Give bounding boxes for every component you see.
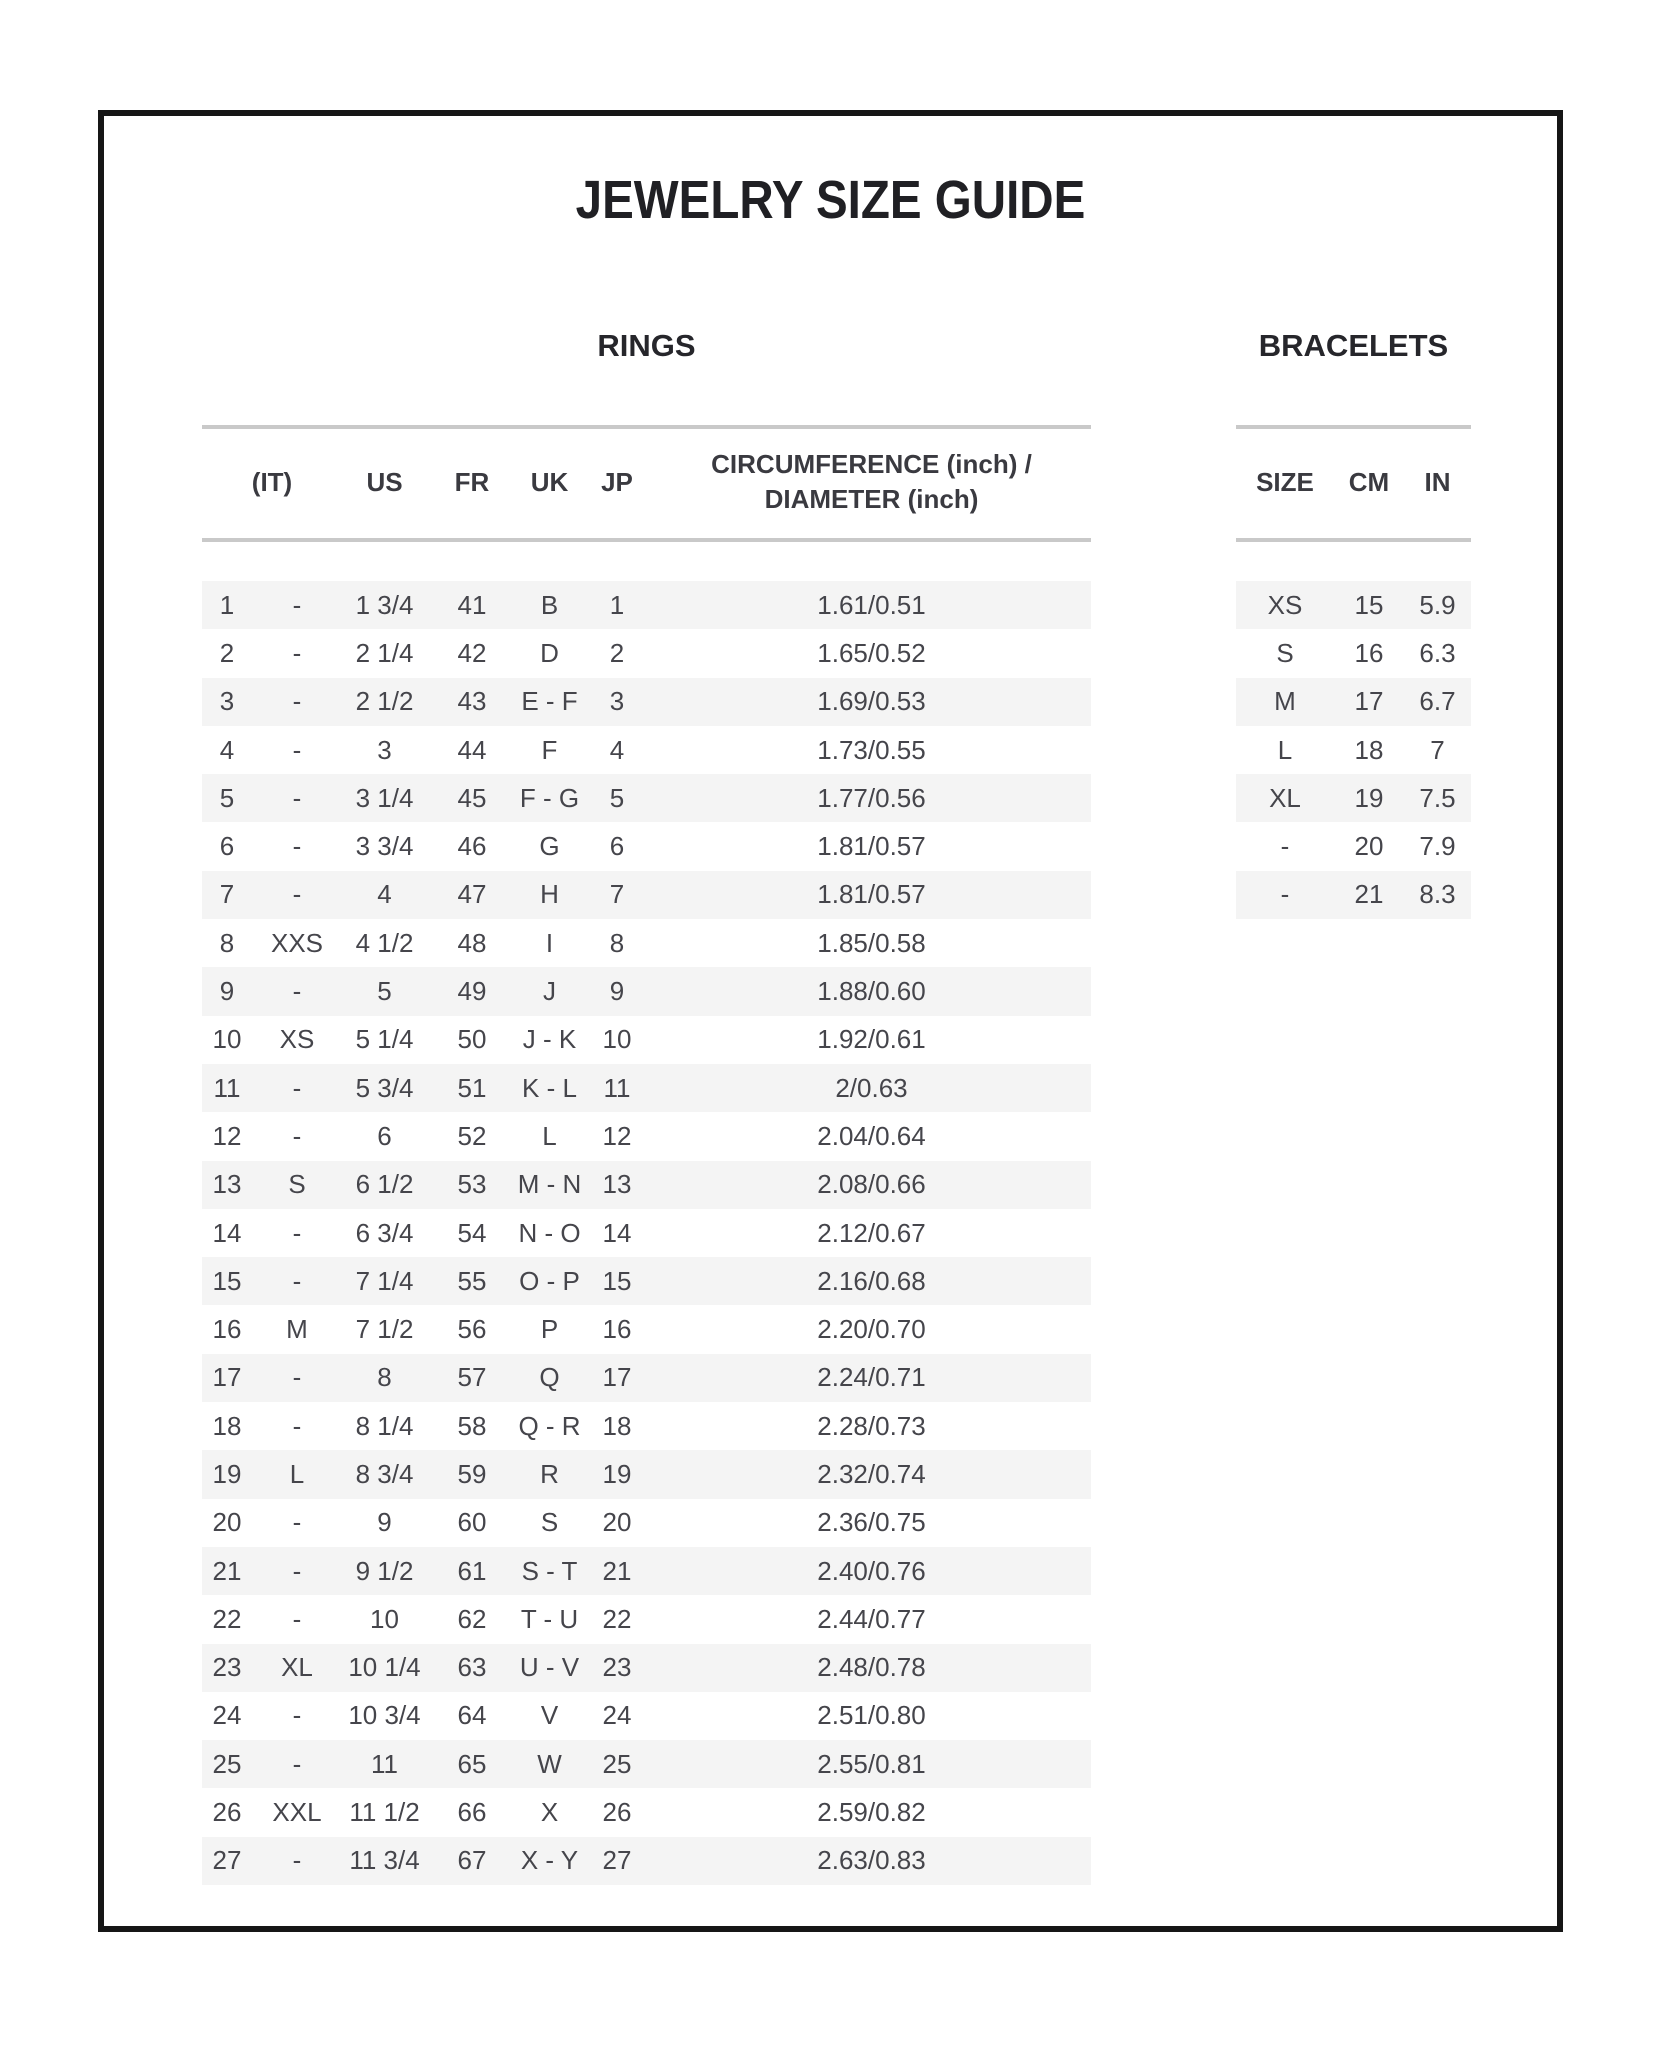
rings-table-row: [202, 1740, 1091, 1788]
bracelets-table-header: [1236, 432, 1471, 532]
cell-uk-size: X: [540, 1797, 559, 1828]
cell-cm: 19: [1354, 782, 1384, 813]
bracelets-table-row: [1236, 871, 1471, 919]
cell-us-size: 8: [377, 1362, 392, 1393]
cell-jp-size: 17: [602, 1362, 632, 1393]
cell-it-letter: S: [288, 1169, 306, 1200]
cell-uk-size: I: [545, 927, 554, 958]
cell-fr-size: 42: [457, 637, 487, 668]
cell-us-size: 7 1/4: [355, 1265, 414, 1296]
cell-jp-size: 22: [602, 1603, 632, 1634]
column-header-cm: CM: [1348, 466, 1390, 497]
cell-uk-size: F: [541, 734, 558, 765]
cell-circumference-diameter: 2.44/0.77: [817, 1603, 926, 1634]
cell-us-size: 5 1/4: [355, 1024, 414, 1055]
cell-us-size: 8 3/4: [355, 1458, 414, 1489]
cell-fr-size: 50: [457, 1024, 487, 1055]
cell-jp-size: 7: [609, 879, 625, 910]
cell-circumference-diameter: 2.55/0.81: [817, 1748, 926, 1779]
cell-circumference-diameter: 1.69/0.53: [817, 686, 926, 717]
cell-it-number: 5: [219, 782, 235, 813]
cell-uk-size: D: [540, 637, 559, 668]
column-header-uk: UK: [530, 466, 569, 497]
rings-section-title: RINGS: [597, 328, 696, 363]
cell-it-number: 12: [212, 1120, 242, 1151]
cell-us-size: 5 3/4: [355, 1072, 414, 1103]
cell-it-number: 3: [219, 686, 235, 717]
cell-it-letter: -: [292, 1120, 302, 1151]
rings-table-row: [202, 1644, 1091, 1692]
cell-it-letter: -: [292, 589, 302, 620]
cell-uk-size: R: [540, 1458, 559, 1489]
cell-it-letter: -: [292, 1700, 302, 1731]
cell-circumference-diameter: 2.16/0.68: [817, 1265, 926, 1296]
cell-fr-size: 56: [457, 1314, 487, 1345]
cell-fr-size: 52: [457, 1120, 487, 1151]
cell-in: 8.3: [1419, 879, 1456, 910]
cell-uk-size: O - P: [519, 1265, 580, 1296]
cell-it-letter: XS: [279, 1024, 315, 1055]
cell-fr-size: 58: [457, 1410, 487, 1441]
cell-it-number: 20: [212, 1507, 242, 1538]
rings-table-row: [202, 1257, 1091, 1305]
bracelets-table-row: [1236, 678, 1471, 726]
cell-us-size: 6 3/4: [355, 1217, 414, 1248]
rings-header-divider-top: [202, 425, 1091, 429]
cell-it-letter: -: [292, 1555, 302, 1586]
cell-us-size: 5: [377, 976, 392, 1007]
cell-it-number: 24: [212, 1700, 242, 1731]
cell-circumference-diameter: 2.28/0.73: [817, 1410, 926, 1441]
bracelets-section-title: BRACELETS: [1258, 328, 1449, 363]
rings-table-row: [202, 1837, 1091, 1885]
cell-size: XS: [1267, 589, 1303, 620]
rings-table-row: [202, 1692, 1091, 1740]
bracelets-table-row: [1236, 726, 1471, 774]
cell-it-number: 19: [212, 1458, 242, 1489]
rings-table-row: [202, 1402, 1091, 1450]
column-header-circumference: [711, 447, 1032, 517]
cell-fr-size: 53: [457, 1169, 487, 1200]
cell-it-letter: -: [292, 831, 302, 862]
cell-uk-size: V: [540, 1700, 559, 1731]
cell-it-letter: L: [289, 1458, 305, 1489]
cell-size: -: [1280, 879, 1290, 910]
cell-uk-size: T - U: [520, 1603, 579, 1634]
cell-fr-size: 59: [457, 1458, 487, 1489]
cell-cm: 21: [1354, 879, 1384, 910]
cell-us-size: 8 1/4: [355, 1410, 414, 1441]
cell-fr-size: 43: [457, 686, 487, 717]
cell-it-letter: -: [292, 1603, 302, 1634]
cell-us-size: 3 1/4: [355, 782, 414, 813]
cell-us-size: 4 1/2: [355, 927, 414, 958]
cell-circumference-diameter: 1.85/0.58: [817, 927, 926, 958]
rings-table-row: [202, 1788, 1091, 1836]
cell-circumference-diameter: 2.51/0.80: [817, 1700, 926, 1731]
bracelets-table-row: [1236, 822, 1471, 870]
cell-it-number: 26: [212, 1797, 242, 1828]
cell-uk-size: S: [540, 1507, 559, 1538]
cell-fr-size: 48: [457, 927, 487, 958]
cell-it-letter: XXL: [272, 1797, 322, 1828]
cell-circumference-diameter: 2.12/0.67: [817, 1217, 926, 1248]
cell-us-size: 3 3/4: [355, 831, 414, 862]
cell-uk-size: P: [540, 1314, 559, 1345]
cell-circumference-diameter: 1.92/0.61: [817, 1024, 926, 1055]
cell-fr-size: 51: [457, 1072, 487, 1103]
cell-jp-size: 6: [609, 831, 625, 862]
cell-fr-size: 41: [457, 589, 487, 620]
cell-it-number: 7: [219, 879, 235, 910]
cell-fr-size: 49: [457, 976, 487, 1007]
cell-size: L: [1277, 734, 1293, 765]
rings-table-row: [202, 1209, 1091, 1257]
cell-uk-size: M - N: [517, 1169, 582, 1200]
cell-us-size: 11 3/4: [349, 1845, 420, 1876]
cell-uk-size: F - G: [519, 782, 580, 813]
cell-uk-size: Q - R: [518, 1410, 581, 1441]
cell-fr-size: 57: [457, 1362, 487, 1393]
cell-fr-size: 61: [457, 1555, 487, 1586]
cell-it-number: 10: [212, 1024, 242, 1055]
rings-table-body: [202, 581, 1091, 1885]
cell-fr-size: 45: [457, 782, 487, 813]
cell-it-number: 6: [219, 831, 235, 862]
cell-circumference-diameter: 2.59/0.82: [817, 1797, 926, 1828]
bracelets-table-row: [1236, 774, 1471, 822]
bracelets-table-row: [1236, 629, 1471, 677]
cell-size: XL: [1269, 782, 1301, 813]
cell-jp-size: 15: [602, 1265, 632, 1296]
rings-table-row: [202, 581, 1091, 629]
rings-table-row: [202, 1354, 1091, 1402]
cell-fr-size: 67: [457, 1845, 487, 1876]
cell-it-number: 15: [212, 1265, 242, 1296]
bracelets-table-body: [1236, 581, 1471, 919]
cell-it-letter: -: [292, 976, 302, 1007]
cell-jp-size: 8: [609, 927, 625, 958]
cell-us-size: 11: [371, 1748, 398, 1779]
cell-us-size: 1 3/4: [355, 589, 414, 620]
cell-jp-size: 5: [609, 782, 625, 813]
column-header-circumference-line1: CIRCUMFERENCE (inch) /: [711, 449, 1032, 479]
cell-fr-size: 65: [457, 1748, 487, 1779]
cell-it-number: 25: [212, 1748, 242, 1779]
cell-jp-size: 3: [609, 686, 625, 717]
column-header-size: SIZE: [1256, 466, 1314, 497]
cell-jp-size: 9: [609, 976, 625, 1007]
cell-fr-size: 47: [457, 879, 487, 910]
cell-circumference-diameter: 1.88/0.60: [817, 976, 926, 1007]
cell-it-letter: M: [286, 1314, 308, 1345]
cell-it-number: 22: [212, 1603, 242, 1634]
cell-in: 7: [1430, 734, 1445, 765]
cell-jp-size: 19: [602, 1458, 632, 1489]
rings-table-row: [202, 726, 1091, 774]
cell-jp-size: 27: [602, 1845, 632, 1876]
rings-table-header: [202, 432, 1091, 532]
cell-circumference-diameter: 2.63/0.83: [817, 1845, 926, 1876]
cell-it-number: 8: [219, 927, 235, 958]
cell-size: S: [1276, 637, 1294, 668]
cell-it-number: 9: [219, 976, 235, 1007]
cell-uk-size: S - T: [521, 1555, 578, 1586]
cell-uk-size: N - O: [518, 1217, 581, 1248]
cell-uk-size: J: [543, 976, 556, 1007]
cell-us-size: 10 3/4: [348, 1700, 421, 1731]
cell-jp-size: 1: [609, 589, 625, 620]
cell-it-number: 16: [212, 1314, 242, 1345]
cell-it-number: 11: [213, 1072, 241, 1103]
cell-uk-size: Q: [539, 1362, 560, 1393]
rings-table-row: [202, 1064, 1091, 1112]
cell-it-number: 23: [212, 1652, 242, 1683]
cell-it-letter: -: [292, 1748, 302, 1779]
cell-circumference-diameter: 2.36/0.75: [817, 1507, 926, 1538]
cell-cm: 15: [1354, 589, 1384, 620]
cell-it-number: 13: [212, 1169, 242, 1200]
cell-it-letter: XL: [281, 1652, 313, 1683]
cell-in: 7.9: [1419, 831, 1456, 862]
cell-us-size: 3: [377, 734, 392, 765]
cell-circumference-diameter: 2.48/0.78: [817, 1652, 926, 1683]
cell-jp-size: 18: [602, 1410, 632, 1441]
bracelets-header-divider-bottom: [1236, 538, 1471, 542]
rings-table-row: [202, 1450, 1091, 1498]
cell-in: 6.3: [1419, 637, 1456, 668]
cell-cm: 17: [1354, 686, 1384, 717]
cell-jp-size: 12: [602, 1120, 632, 1151]
cell-circumference-diameter: 1.77/0.56: [817, 782, 926, 813]
cell-it-number: 17: [212, 1362, 242, 1393]
cell-us-size: 6 1/2: [355, 1169, 414, 1200]
cell-us-size: 10 1/4: [348, 1652, 421, 1683]
cell-uk-size: K - L: [522, 1072, 577, 1103]
cell-fr-size: 62: [457, 1603, 487, 1634]
rings-table-row: [202, 822, 1091, 870]
cell-us-size: 11 1/2: [349, 1797, 420, 1828]
cell-circumference-diameter: 2/0.63: [835, 1072, 908, 1103]
cell-it-letter: -: [292, 1217, 302, 1248]
cell-circumference-diameter: 1.61/0.51: [817, 589, 926, 620]
cell-jp-size: 26: [602, 1797, 632, 1828]
rings-table-row: [202, 1499, 1091, 1547]
rings-table-row: [202, 1547, 1091, 1595]
cell-us-size: 7 1/2: [355, 1314, 414, 1345]
cell-it-letter: -: [292, 782, 302, 813]
cell-it-number: 21: [212, 1555, 242, 1586]
cell-uk-size: X - Y: [520, 1845, 579, 1876]
cell-us-size: 9 1/2: [355, 1555, 414, 1586]
cell-us-size: 2 1/2: [355, 686, 414, 717]
cell-fr-size: 54: [457, 1217, 487, 1248]
cell-us-size: 10: [370, 1603, 399, 1634]
rings-table-row: [202, 1161, 1091, 1209]
cell-us-size: 2 1/4: [355, 637, 414, 668]
cell-fr-size: 46: [457, 831, 487, 862]
rings-table-row: [202, 678, 1091, 726]
rings-table-row: [202, 774, 1091, 822]
cell-it-number: 1: [219, 589, 235, 620]
cell-circumference-diameter: 2.40/0.76: [817, 1555, 926, 1586]
cell-us-size: 4: [377, 879, 392, 910]
cell-jp-size: 10: [602, 1024, 632, 1055]
rings-table-row: [202, 629, 1091, 677]
cell-uk-size: U - V: [519, 1652, 580, 1683]
rings-table-row: [202, 871, 1091, 919]
cell-cm: 20: [1354, 831, 1384, 862]
cell-it-letter: -: [292, 637, 302, 668]
cell-jp-size: 13: [602, 1169, 632, 1200]
cell-it-number: 14: [212, 1217, 242, 1248]
rings-header-divider-bottom: [202, 538, 1091, 542]
cell-uk-size: G: [539, 831, 560, 862]
cell-it-letter: -: [292, 1265, 302, 1296]
cell-circumference-diameter: 2.20/0.70: [817, 1314, 926, 1345]
cell-us-size: 9: [377, 1507, 392, 1538]
cell-cm: 18: [1354, 734, 1384, 765]
cell-uk-size: B: [540, 589, 559, 620]
cell-jp-size: 14: [602, 1217, 632, 1248]
cell-jp-size: 25: [602, 1748, 632, 1779]
cell-circumference-diameter: 2.08/0.66: [817, 1169, 926, 1200]
column-header-in: IN: [1424, 466, 1451, 497]
cell-jp-size: 11: [603, 1072, 631, 1103]
cell-us-size: 6: [377, 1120, 392, 1151]
column-header-us: US: [366, 466, 403, 497]
cell-fr-size: 64: [457, 1700, 487, 1731]
cell-it-letter: -: [292, 1410, 302, 1441]
cell-it-letter: -: [292, 1362, 302, 1393]
bracelets-table-row: [1236, 581, 1471, 629]
cell-jp-size: 16: [602, 1314, 632, 1345]
cell-it-letter: -: [292, 879, 302, 910]
rings-table-row: [202, 1112, 1091, 1160]
rings-table-row: [202, 1595, 1091, 1643]
cell-it-number: 4: [219, 734, 235, 765]
cell-it-letter: -: [292, 1845, 302, 1876]
rings-table-row: [202, 967, 1091, 1015]
cell-in: 6.7: [1419, 686, 1456, 717]
cell-circumference-diameter: 2.32/0.74: [817, 1458, 926, 1489]
cell-size: M: [1274, 686, 1296, 717]
cell-it-number: 27: [212, 1845, 242, 1876]
cell-uk-size: L: [542, 1120, 557, 1151]
cell-cm: 16: [1354, 637, 1384, 668]
cell-it-letter: -: [292, 734, 302, 765]
cell-jp-size: 4: [609, 734, 625, 765]
rings-table-row: [202, 1305, 1091, 1353]
cell-it-letter: -: [292, 686, 302, 717]
cell-fr-size: 66: [457, 1797, 487, 1828]
column-header-fr: FR: [454, 466, 490, 497]
cell-uk-size: J - K: [522, 1024, 577, 1055]
column-header-jp: JP: [601, 466, 633, 497]
cell-jp-size: 20: [602, 1507, 632, 1538]
cell-uk-size: E - F: [521, 686, 578, 717]
cell-fr-size: 63: [457, 1652, 487, 1683]
cell-it-letter: XXS: [270, 927, 324, 958]
column-header-circumference-line2: DIAMETER (inch): [764, 484, 979, 514]
rings-table-row: [202, 919, 1091, 967]
cell-fr-size: 55: [457, 1265, 487, 1296]
cell-jp-size: 24: [602, 1700, 632, 1731]
cell-it-number: 2: [219, 637, 235, 668]
cell-circumference-diameter: 1.81/0.57: [817, 831, 926, 862]
cell-in: 7.5: [1419, 782, 1456, 813]
cell-in: 5.9: [1419, 589, 1456, 620]
cell-fr-size: 60: [457, 1507, 487, 1538]
cell-it-letter: -: [292, 1072, 302, 1103]
cell-jp-size: 2: [609, 637, 625, 668]
cell-uk-size: H: [540, 879, 559, 910]
cell-jp-size: 21: [602, 1555, 632, 1586]
cell-circumference-diameter: 2.04/0.64: [817, 1120, 926, 1151]
rings-table-row: [202, 1016, 1091, 1064]
cell-uk-size: W: [537, 1748, 562, 1779]
page-title: JEWELRY SIZE GUIDE: [575, 170, 1086, 230]
cell-jp-size: 23: [602, 1652, 632, 1683]
bracelets-header-divider-top: [1236, 425, 1471, 429]
cell-circumference-diameter: 2.24/0.71: [817, 1362, 926, 1393]
column-header-it: (IT): [251, 466, 293, 497]
cell-it-letter: -: [292, 1507, 302, 1538]
cell-it-number: 18: [212, 1410, 242, 1441]
cell-fr-size: 44: [457, 734, 487, 765]
cell-size: -: [1280, 831, 1290, 862]
cell-circumference-diameter: 1.65/0.52: [817, 637, 926, 668]
cell-circumference-diameter: 1.73/0.55: [817, 734, 926, 765]
cell-circumference-diameter: 1.81/0.57: [817, 879, 926, 910]
